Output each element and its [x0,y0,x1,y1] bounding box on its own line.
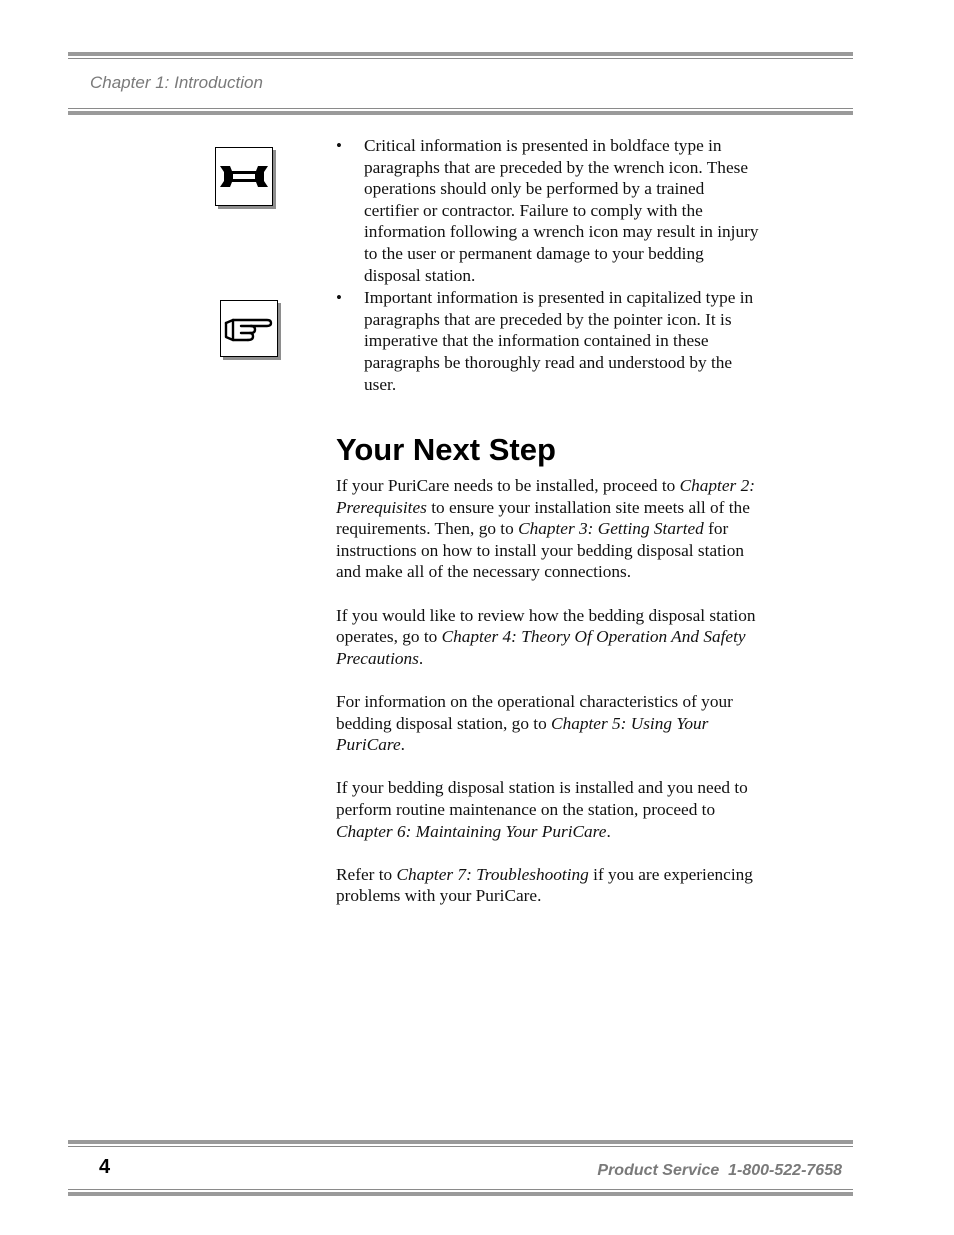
chapter-5-reference: Chapter 5: Using Your PuriCare [336,713,709,755]
pointing-hand-icon [221,301,277,356]
header-rule-bottom-thin [68,108,853,109]
paragraph-troubleshooting [336,864,761,907]
header-rule-top [68,52,853,56]
header-rule-bottom [68,111,853,115]
paragraph-install [336,475,761,583]
footer-rule-bottom-thin [68,1189,853,1190]
product-service-phone: Product Service 1-800-522-7658 [597,1162,842,1179]
p5-text-c: if you are experiencing problems with your PuriCare. [336,864,753,906]
pointer-icon-box [220,300,278,357]
p1-text-c: to ensure your installation site meets all of the requirements. Then, go to [336,497,750,539]
header-rule-top-thin [68,58,853,59]
footer-rule-bottom [68,1192,853,1196]
chapter-6-reference: Chapter 6: Maintaining Your PuriCare [336,821,607,841]
p4-text-a: If your bedding disposal station is installed and you need to perform routine maintenance on the station, proceed to [336,778,748,819]
chapter-3-reference: Chapter 3: Getting Started [518,519,704,539]
page-number: 4 [99,1156,111,1178]
paragraph-maintenance [336,777,761,842]
p5-text-a: Refer to [336,864,397,884]
wrench-icon [216,148,272,205]
paragraph-operation [336,691,761,756]
chapter-4-reference: Chapter 4: Theory Of Operation And Safety Precautions [336,627,746,668]
section-body [336,475,761,928]
icon-legend-list [336,135,761,396]
p3-text-a: For information on the operational characteristics of your bedding disposal station, go to [336,691,733,733]
p4-text-c: . [606,821,611,841]
wrench-icon-box [215,147,273,206]
p1-text-a: If your PuriCare needs to be installed, proceed to [336,476,680,495]
list-item-pointer: • Important information is presented in capitalized type in paragraphs that are preceded by the pointer icon. It is imperative that the information contained in these paragraphs be thoroughly read and understood by the user. [336,287,761,395]
chapter-2-reference: Chapter 2: Prerequisites [336,476,755,517]
p3-text-c: . [400,735,405,755]
section-title: Your Next Step [336,432,556,467]
paragraph-review [336,605,761,670]
running-head: Chapter 1: Introduction [90,73,263,92]
p2-text-c: . [418,648,424,668]
p1-text-e: for instructions on how to install your bedding disposal station and make all of the necessary connections. [336,519,745,582]
footer-rule-top [68,1140,853,1144]
list-item-wrench: • Critical information is presented in boldface type in paragraphs that are preceded by the wrench icon. These operations should only be performed by a trained certifier or contractor. Failure to comply with the information following a wrench icon may result in injury to the user or permanent damage to your bedding disposal station. [336,135,761,286]
chapter-7-reference: Chapter 7: Troubleshooting [396,864,589,884]
p2-text-a: If you would like to review how the bedding disposal station operates, go to [336,605,756,647]
footer-rule-top-thin [68,1146,853,1147]
